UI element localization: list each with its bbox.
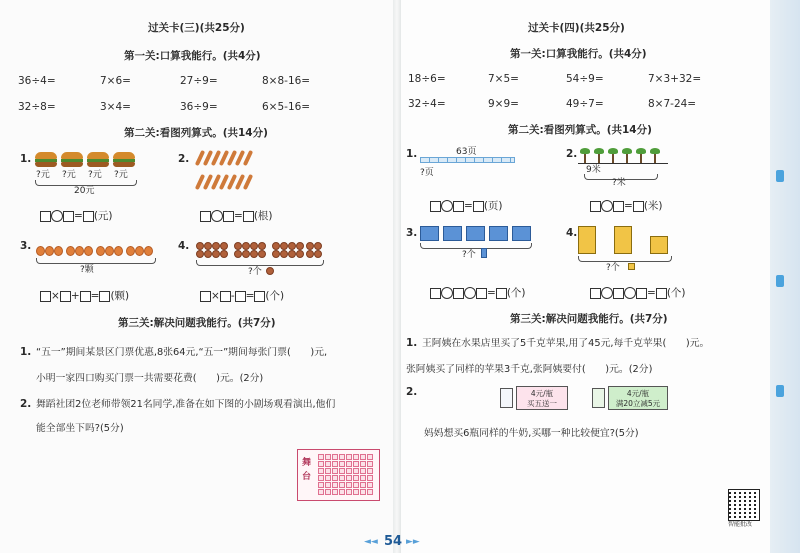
problem-text: “五一”期间某景区门票优惠,8张64元,“五一”期间每张门票( )元, [36, 347, 328, 358]
theater-seat [332, 482, 338, 488]
theater-seat [353, 475, 359, 481]
burger-image [35, 152, 57, 167]
theater-seat [346, 489, 352, 495]
burger-price-label: ?元 [36, 170, 50, 180]
theater-diagram [297, 449, 380, 501]
answer-equation: × - = (个) [200, 290, 284, 303]
book-spine [393, 0, 401, 553]
left-title: 过关卡(三)(共25分) [148, 22, 245, 34]
calc-item: 27÷9= [180, 75, 218, 87]
right-section1-heading: 第一关:口算我能行。(共4分) [510, 48, 647, 60]
theater-seat [353, 489, 359, 495]
question-number: 1. [406, 148, 418, 160]
unit-label: (个) [666, 287, 686, 299]
unit-label: (页) [483, 200, 503, 212]
left-section1-heading: 第一关:口算我能行。(共4分) [124, 50, 261, 62]
calc-item: 7×5= [488, 73, 519, 85]
calc-item: 3×4= [100, 101, 131, 113]
edge-tab [776, 170, 784, 182]
calc-item: 18÷6= [408, 73, 446, 85]
bar-total-label: 63页 [456, 147, 477, 157]
theater-seat [318, 489, 324, 495]
theater-seat [318, 461, 324, 467]
unit-label: (颗) [110, 290, 130, 302]
theater-seat [360, 468, 366, 474]
problem-text: 王阿姨在水果店里买了5千克苹果,用了45元,每千克苹果( )元。 [422, 338, 710, 349]
answer-box[interactable] [453, 288, 464, 299]
operator-circle[interactable] [441, 200, 453, 212]
bar-part-label: ?页 [420, 168, 434, 178]
theater-seat [332, 468, 338, 474]
answer-equation: = (米) [590, 200, 663, 213]
total-brace [36, 258, 156, 264]
cell-icon [481, 248, 487, 258]
theater-seat [325, 475, 331, 481]
bead-icon [266, 267, 274, 275]
milk-offer-b [608, 386, 668, 410]
burger-image [87, 152, 109, 167]
calc-item: 49÷7= [566, 98, 604, 110]
theater-seat [332, 454, 338, 460]
theater-seat [360, 482, 366, 488]
answer-box[interactable] [430, 201, 441, 212]
answer-box[interactable] [60, 291, 71, 302]
total-brace [578, 256, 672, 262]
answer-box[interactable] [235, 291, 246, 302]
calc-item: 36÷9= [180, 101, 218, 113]
theater-seat [318, 454, 324, 460]
calc-item: 6×5-16= [262, 101, 311, 113]
theater-seat [367, 482, 373, 488]
qr-caption: 智能批改 [728, 521, 753, 528]
question-number: 4. [178, 240, 190, 252]
theater-seat [339, 461, 345, 467]
calc-item: 7×6= [100, 75, 131, 87]
theater-seat [360, 475, 366, 481]
theater-seat [346, 454, 352, 460]
problem-text: 舞蹈社团2位老师带领21名同学,准备在如下图的小剧场观看演出,他们 [36, 399, 336, 410]
answer-box[interactable] [590, 201, 601, 212]
answer-equation: = (根) [200, 210, 273, 223]
theater-seat [353, 482, 359, 488]
calc-item: 36÷4= [18, 75, 56, 87]
theater-seat [339, 489, 345, 495]
question-number: 3. [406, 227, 418, 239]
answer-box[interactable] [40, 211, 51, 222]
answer-box[interactable] [63, 211, 74, 222]
total-label: ?个 [248, 267, 262, 277]
calc-item: 54÷9= [566, 73, 604, 85]
cube-icon [628, 263, 635, 270]
price-label: 4元/瓶 [530, 389, 554, 398]
theater-seat [325, 454, 331, 460]
answer-box[interactable] [200, 211, 211, 222]
answer-equation: = (个) [590, 287, 686, 300]
theater-seat [325, 489, 331, 495]
right-title: 过关卡(四)(共25分) [528, 22, 625, 34]
theater-seat [339, 468, 345, 474]
theater-seat [367, 475, 373, 481]
operator-circle[interactable] [601, 200, 613, 212]
theater-seat [367, 489, 373, 495]
price-label: 4元/瓶 [626, 389, 650, 398]
question-number: 1. [20, 346, 32, 358]
answer-equation: × + = (颗) [40, 290, 129, 303]
answer-box[interactable] [80, 291, 91, 302]
qr-code[interactable] [728, 489, 760, 521]
burger-price-label: ?元 [114, 170, 128, 180]
unit-label: (根) [253, 210, 273, 222]
burger-price-label: ?元 [88, 170, 102, 180]
answer-box[interactable] [613, 201, 624, 212]
answer-box[interactable] [496, 288, 507, 299]
theater-seat [332, 461, 338, 467]
question-number: 1. [406, 337, 418, 349]
answer-equation: = (页) [430, 200, 503, 213]
answer-box[interactable] [40, 291, 51, 302]
page-number: 54 [384, 534, 403, 549]
question-number: 2. [20, 398, 32, 410]
theater-seat [360, 489, 366, 495]
answer-box[interactable] [453, 201, 464, 212]
theater-seat [332, 475, 338, 481]
problem-text: 能全部坐下吗?(5分) [36, 423, 124, 434]
answer-box[interactable] [590, 288, 601, 299]
theater-seat [325, 468, 331, 474]
unit-label: (元) [93, 210, 113, 222]
spacing-label: 9米 [586, 165, 601, 175]
total-label: ?米 [612, 178, 626, 188]
prev-page-icon[interactable]: ◄◄ [364, 537, 378, 547]
stage-label: 舞台 [302, 458, 312, 482]
theater-seat [346, 475, 352, 481]
unit-label: (个) [265, 290, 285, 302]
theater-seat [367, 461, 373, 467]
answer-box[interactable] [83, 211, 94, 222]
problem-text: 小明一家四口购买门票一共需要花费( )元。(2分) [36, 373, 264, 384]
theater-seat [332, 489, 338, 495]
theater-seat [353, 468, 359, 474]
question-number: 2. [178, 153, 190, 165]
problem-text: 妈妈想买6瓶同样的牛奶,买哪一种比较便宜?(5分) [424, 428, 639, 439]
answer-equation: = (元) [40, 210, 113, 223]
theater-seat [353, 461, 359, 467]
question-number: 2. [406, 386, 418, 398]
theater-seat [367, 468, 373, 474]
edge-tab [776, 385, 784, 397]
page-edge [770, 0, 800, 553]
theater-seat [367, 454, 373, 460]
burger-image [113, 152, 135, 167]
theater-seat [346, 461, 352, 467]
answer-box[interactable] [636, 288, 647, 299]
answer-box[interactable] [200, 291, 211, 302]
answer-box[interactable] [476, 288, 487, 299]
answer-box[interactable] [656, 288, 667, 299]
theater-seat [339, 454, 345, 460]
theater-seat [339, 482, 345, 488]
milk-offer-a [516, 386, 568, 410]
theater-seat [318, 475, 324, 481]
left-section2-heading: 第二关:看图列算式。(共14分) [124, 127, 268, 139]
theater-seat [339, 475, 345, 481]
calc-item: 8×7-24= [648, 98, 697, 110]
operator-circle[interactable] [51, 210, 63, 222]
question-number: 1. [20, 153, 32, 165]
calc-item: 32÷8= [18, 101, 56, 113]
calc-item: 9×9= [488, 98, 519, 110]
theater-seat [353, 454, 359, 460]
theater-seat [346, 468, 352, 474]
answer-box[interactable] [254, 291, 265, 302]
theater-seat [360, 461, 366, 467]
milk-carton-image [500, 388, 513, 408]
answer-box[interactable] [473, 201, 484, 212]
answer-box[interactable] [430, 288, 441, 299]
burger-image [61, 152, 83, 167]
answer-box[interactable] [99, 291, 110, 302]
left-section3-heading: 第三关:解决问题我能行。(共7分) [118, 317, 276, 329]
edge-tab [776, 275, 784, 287]
total-label: ?颗 [80, 265, 94, 275]
total-label: ?个 [462, 250, 476, 260]
answer-equation: = (个) [430, 287, 526, 300]
calc-item: 7×3+32= [648, 73, 702, 85]
burger-price-label: ?元 [62, 170, 76, 180]
calc-item: 8×8-16= [262, 75, 311, 87]
calc-item: 32÷4= [408, 98, 446, 110]
page-bar [420, 157, 515, 163]
operator-circle[interactable] [441, 287, 453, 299]
theater-seat [318, 482, 324, 488]
question-number: 4. [566, 227, 578, 239]
answer-box[interactable] [243, 211, 254, 222]
answer-box[interactable] [633, 201, 644, 212]
promo-label: 买五送一 [527, 399, 557, 408]
answer-box[interactable] [613, 288, 624, 299]
answer-box[interactable] [223, 211, 234, 222]
operator-circle[interactable] [601, 287, 613, 299]
milk-carton-image [592, 388, 605, 408]
theater-seat [318, 468, 324, 474]
question-number: 3. [20, 240, 32, 252]
operator-circle[interactable] [464, 287, 476, 299]
theater-seat [325, 461, 331, 467]
right-section3-heading: 第三关:解决问题我能行。(共7分) [510, 313, 668, 325]
theater-seat [360, 454, 366, 460]
total-price-label: 20元 [74, 186, 95, 196]
problem-text: 张阿姨买了同样的苹果3千克,张阿姨要付( )元。(2分) [406, 364, 653, 375]
promo-label: 满20立减5元 [615, 399, 661, 408]
operator-circle[interactable] [211, 210, 223, 222]
total-label: ?个 [606, 263, 620, 273]
next-page-icon[interactable]: ►► [406, 537, 420, 547]
right-section2-heading: 第二关:看图列算式。(共14分) [508, 124, 652, 136]
unit-label: (个) [506, 287, 526, 299]
operator-circle[interactable] [624, 287, 636, 299]
question-number: 2. [566, 148, 578, 160]
total-brace [420, 243, 532, 249]
theater-seat [325, 482, 331, 488]
theater-seat [346, 482, 352, 488]
unit-label: (米) [643, 200, 663, 212]
answer-box[interactable] [220, 291, 231, 302]
